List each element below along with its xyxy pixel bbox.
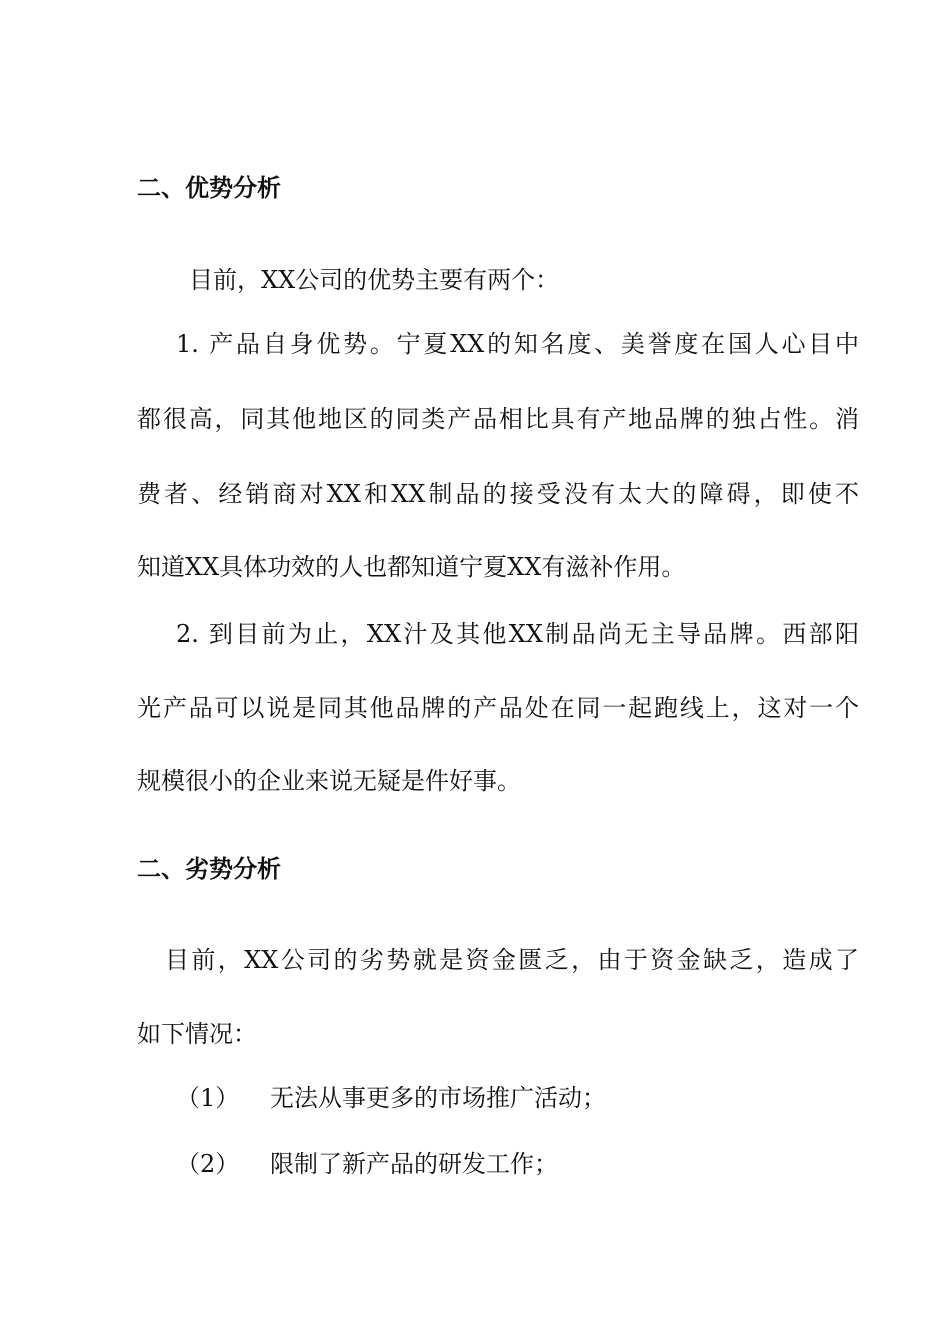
list-item-number: （1） (176, 1084, 240, 1112)
list-item-number: （2） (176, 1150, 240, 1178)
advantages-intro: 目前，XX公司的优势主要有两个： (189, 266, 560, 294)
list-item-text: 无法从事更多的市场推广活动； (270, 1084, 606, 1112)
disadvantages-intro-line2: 如下情况： (137, 1020, 257, 1048)
advantage-point1-line3: 费者、经销商对XX和XX制品的接受没有太大的障碍，即使不 (137, 480, 859, 508)
list-item-text: 限制了新产品的研发工作； (270, 1150, 558, 1178)
advantage-point1-line2: 都很高，同其他地区的同类产品相比具有产地品牌的独占性。消 (137, 405, 859, 433)
advantage-point2-line3: 规模很小的企业来说无疑是件好事。 (137, 767, 521, 795)
disadvantages-intro-line1: 目前，XX公司的劣势就是资金匮乏，由于资金缺乏，造成了 (165, 946, 859, 974)
advantage-point2-line1: 2. 到目前为止，XX汁及其他XX制品尚无主导品牌。西部阳 (176, 620, 859, 648)
section-heading-advantages: 二、优势分析 (137, 174, 281, 202)
advantage-point2-line2: 光产品可以说是同其他品牌的产品处在同一起跑线上，这对一个 (137, 694, 859, 722)
advantage-point1-line1: 1. 产品自身优势。宁夏XX的知名度、美誉度在国人心目中 (176, 330, 859, 358)
advantage-point1-line4: 知道XX具体功效的人也都知道宁夏XX有滋补作用。 (137, 553, 686, 581)
section-heading-disadvantages: 二、劣势分析 (137, 855, 281, 883)
